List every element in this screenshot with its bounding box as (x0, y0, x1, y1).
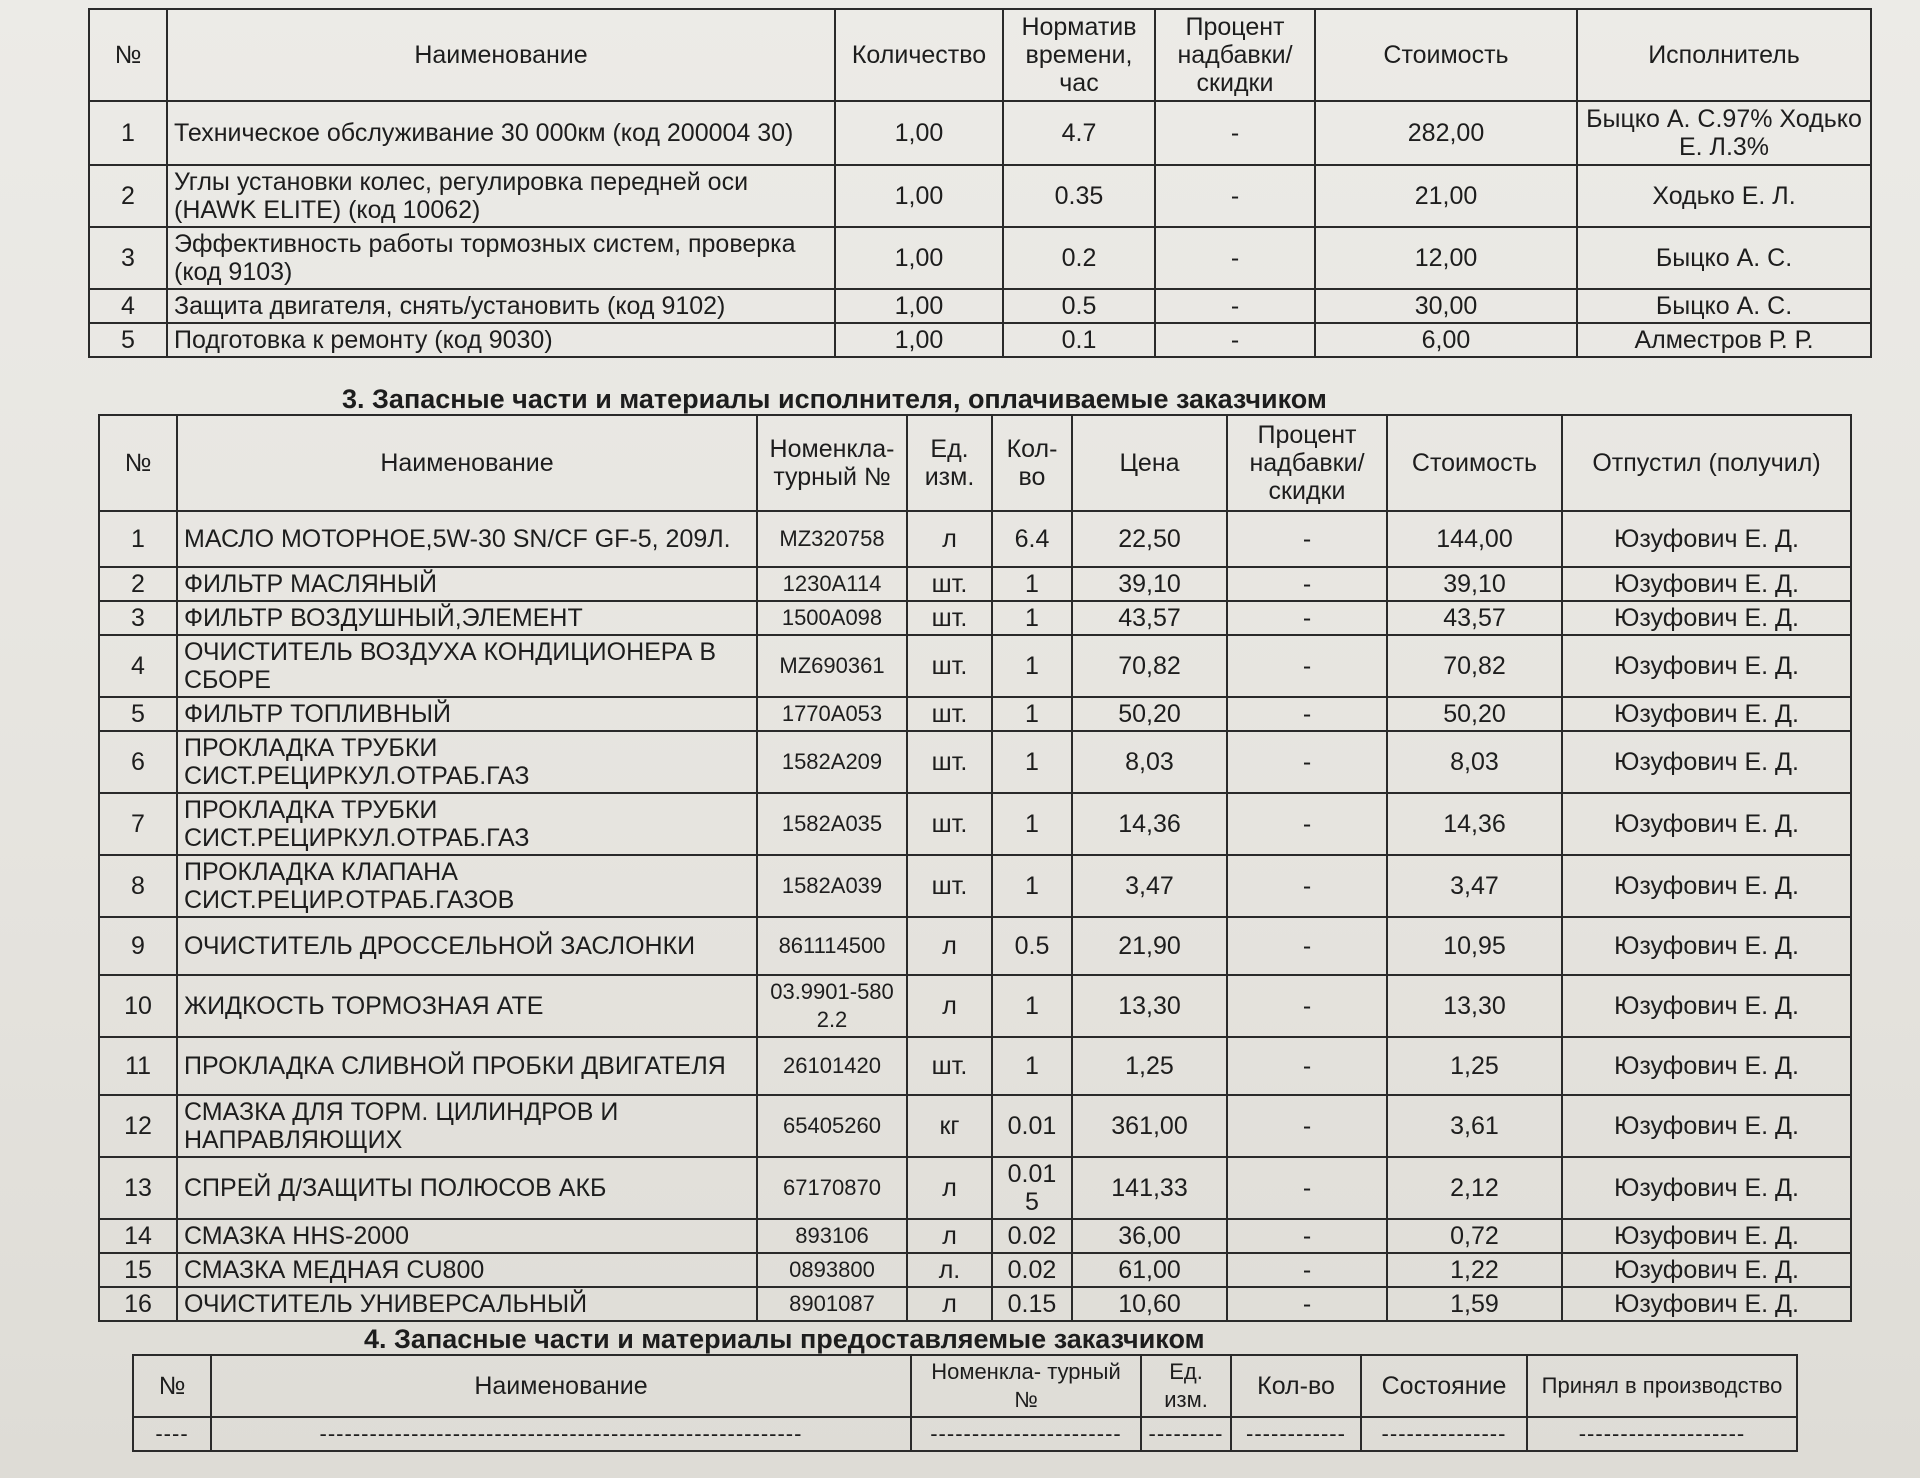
parts-cell-issued: Юзуфович Е. Д. (1562, 1037, 1851, 1095)
parts-cell-qty: 1 (992, 975, 1072, 1037)
parts-row (99, 511, 1851, 567)
works-cell-name: Подготовка к ремонту (код 9030) (167, 323, 835, 357)
parts-cell-cost: 8,03 (1387, 731, 1562, 793)
works-cell-executor: Быцко А. С. (1577, 289, 1871, 323)
parts-cell-percent: - (1227, 975, 1387, 1037)
works-cell-executor: Ходько Е. Л. (1577, 165, 1871, 227)
parts-cell-price: 36,00 (1072, 1219, 1227, 1253)
works-header-name: Наименование (167, 9, 835, 101)
parts-cell-code: 26101420 (757, 1037, 907, 1095)
parts-cell-unit: л (907, 511, 992, 567)
parts-cell-price: 361,00 (1072, 1095, 1227, 1157)
works-cell-norm: 4.7 (1003, 101, 1155, 165)
parts-header-issued: Отпустил (получил) (1562, 415, 1851, 511)
parts-cell-no: 1 (99, 511, 177, 567)
parts-cell-qty: 1 (992, 635, 1072, 697)
works-cell-norm: 0.5 (1003, 289, 1155, 323)
cp-cell-qty: ------------ (1231, 1417, 1361, 1451)
parts-cell-name: СПРЕЙ Д/ЗАЩИТЫ ПОЛЮСОВ АКБ (177, 1157, 757, 1219)
parts-cell-unit: л (907, 1287, 992, 1321)
works-cell-percent: - (1155, 165, 1315, 227)
parts-cell-issued: Юзуфович Е. Д. (1562, 1095, 1851, 1157)
parts-cell-cost: 1,22 (1387, 1253, 1562, 1287)
works-row (89, 323, 1871, 357)
parts-cell-no: 12 (99, 1095, 177, 1157)
works-header-row (89, 9, 1871, 101)
parts-cell-qty: 1 (992, 1037, 1072, 1095)
works-header-norm: Норматив времени, час (1003, 9, 1155, 101)
parts-cell-name: ОЧИСТИТЕЛЬ ВОЗДУХА КОНДИЦИОНЕРА В СБОРЕ (177, 635, 757, 697)
customer-parts-header-row (133, 1355, 1797, 1417)
cp-cell-unit: --------- (1141, 1417, 1231, 1451)
parts-row (99, 1287, 1851, 1321)
parts-cell-percent: - (1227, 1095, 1387, 1157)
works-row (89, 289, 1871, 323)
parts-cell-price: 141,33 (1072, 1157, 1227, 1219)
works-cell-cost: 6,00 (1315, 323, 1577, 357)
parts-cell-no: 3 (99, 601, 177, 635)
parts-cell-price: 39,10 (1072, 567, 1227, 601)
parts-cell-percent: - (1227, 511, 1387, 567)
parts-cell-cost: 70,82 (1387, 635, 1562, 697)
works-cell-cost: 282,00 (1315, 101, 1577, 165)
parts-cell-unit: л (907, 1219, 992, 1253)
parts-row (99, 567, 1851, 601)
parts-cell-no: 4 (99, 635, 177, 697)
parts-cell-issued: Юзуфович Е. Д. (1562, 975, 1851, 1037)
parts-cell-cost: 10,95 (1387, 917, 1562, 975)
parts-cell-unit: шт. (907, 601, 992, 635)
parts-cell-issued: Юзуфович Е. Д. (1562, 511, 1851, 567)
parts-cell-no: 15 (99, 1253, 177, 1287)
works-cell-name: Углы установки колес, регулировка передней оси (HAWK ELITE) (код 10062) (167, 165, 835, 227)
parts-cell-code: 1582A039 (757, 855, 907, 917)
parts-row (99, 1037, 1851, 1095)
works-cell-norm: 0.35 (1003, 165, 1155, 227)
parts-cell-qty: 0.02 (992, 1253, 1072, 1287)
parts-cell-unit: шт. (907, 1037, 992, 1095)
parts-row (99, 697, 1851, 731)
parts-cell-code: 861114500 (757, 917, 907, 975)
works-header-qty: Количество (835, 9, 1003, 101)
parts-cell-code: 67170870 (757, 1157, 907, 1219)
parts-header-row (99, 415, 1851, 511)
parts-cell-price: 3,47 (1072, 855, 1227, 917)
parts-cell-code: 1230A114 (757, 567, 907, 601)
works-cell-cost: 12,00 (1315, 227, 1577, 289)
parts-section-title: 3. Запасные части и материалы исполнителя, оплачиваемые заказчиком (342, 384, 1327, 414)
works-cell-name: Защита двигателя, снять/установить (код 9102) (167, 289, 835, 323)
parts-row (99, 1219, 1851, 1253)
parts-cell-no: 16 (99, 1287, 177, 1321)
parts-cell-no: 10 (99, 975, 177, 1037)
parts-cell-percent: - (1227, 635, 1387, 697)
customer-parts-row (133, 1417, 1797, 1451)
parts-cell-code: MZ320758 (757, 511, 907, 567)
cp-header-name: Наименование (211, 1355, 911, 1417)
parts-header-no: № (99, 415, 177, 511)
parts-cell-no: 7 (99, 793, 177, 855)
parts-cell-cost: 14,36 (1387, 793, 1562, 855)
parts-cell-no: 2 (99, 567, 177, 601)
parts-cell-name: ПРОКЛАДКА СЛИВНОЙ ПРОБКИ ДВИГАТЕЛЯ (177, 1037, 757, 1095)
works-cell-qty: 1,00 (835, 165, 1003, 227)
parts-cell-percent: - (1227, 731, 1387, 793)
parts-cell-percent: - (1227, 855, 1387, 917)
parts-cell-name: ЖИДКОСТЬ ТОРМОЗНАЯ ATE (177, 975, 757, 1037)
customer-parts-section-title: 4. Запасные части и материалы предоставляемые заказчиком (364, 1324, 1205, 1354)
parts-cell-unit: шт. (907, 855, 992, 917)
parts-cell-qty: 0.15 (992, 1287, 1072, 1321)
works-cell-percent: - (1155, 101, 1315, 165)
works-cell-norm: 0.2 (1003, 227, 1155, 289)
works-cell-percent: - (1155, 227, 1315, 289)
parts-row (99, 855, 1851, 917)
works-cell-executor: Быцко А. С. (1577, 227, 1871, 289)
parts-row (99, 601, 1851, 635)
parts-cell-qty: 1 (992, 567, 1072, 601)
parts-cell-name: ПРОКЛАДКА ТРУБКИ СИСТ.РЕЦИРКУЛ.ОТРАБ.ГАЗ (177, 793, 757, 855)
cp-header-no: № (133, 1355, 211, 1417)
works-row (89, 165, 1871, 227)
works-cell-no: 2 (89, 165, 167, 227)
parts-row (99, 1253, 1851, 1287)
parts-table (98, 414, 1852, 1322)
cp-cell-state: --------------- (1361, 1417, 1527, 1451)
parts-cell-issued: Юзуфович Е. Д. (1562, 601, 1851, 635)
works-cell-no: 3 (89, 227, 167, 289)
works-cell-name: Техническое обслуживание 30 000км (код 200004 30) (167, 101, 835, 165)
parts-cell-issued: Юзуфович Е. Д. (1562, 1157, 1851, 1219)
parts-cell-percent: - (1227, 1253, 1387, 1287)
works-cell-qty: 1,00 (835, 227, 1003, 289)
parts-cell-name: СМАЗКА ДЛЯ ТОРМ. ЦИЛИНДРОВ И НАПРАВЛЯЮЩИХ (177, 1095, 757, 1157)
parts-cell-no: 9 (99, 917, 177, 975)
parts-cell-issued: Юзуфович Е. Д. (1562, 1219, 1851, 1253)
parts-cell-percent: - (1227, 1037, 1387, 1095)
parts-cell-unit: шт. (907, 697, 992, 731)
works-cell-qty: 1,00 (835, 289, 1003, 323)
cp-cell-name: ---------------------------------------------------------- (211, 1417, 911, 1451)
parts-row (99, 731, 1851, 793)
cp-header-unit: Ед. изм. (1141, 1355, 1231, 1417)
cp-cell-accepted: -------------------- (1527, 1417, 1797, 1451)
parts-cell-name: СМАЗКА HHS-2000 (177, 1219, 757, 1253)
cp-header-state: Состояние (1361, 1355, 1527, 1417)
parts-cell-percent: - (1227, 697, 1387, 731)
parts-cell-price: 10,60 (1072, 1287, 1227, 1321)
parts-header-code: Номенкла- турный № (757, 415, 907, 511)
works-row (89, 101, 1871, 165)
parts-cell-cost: 50,20 (1387, 697, 1562, 731)
parts-cell-cost: 39,10 (1387, 567, 1562, 601)
parts-cell-code: 1500A098 (757, 601, 907, 635)
works-row (89, 227, 1871, 289)
works-cell-no: 1 (89, 101, 167, 165)
parts-cell-cost: 1,59 (1387, 1287, 1562, 1321)
parts-cell-no: 8 (99, 855, 177, 917)
parts-cell-code: 0893800 (757, 1253, 907, 1287)
parts-cell-code: 1770A053 (757, 697, 907, 731)
parts-cell-issued: Юзуфович Е. Д. (1562, 793, 1851, 855)
parts-cell-qty: 0.5 (992, 917, 1072, 975)
parts-cell-name: ПРОКЛАДКА КЛАПАНА СИСТ.РЕЦИР.ОТРАБ.ГАЗОВ (177, 855, 757, 917)
parts-cell-unit: кг (907, 1095, 992, 1157)
parts-cell-name: ФИЛЬТР МАСЛЯНЫЙ (177, 567, 757, 601)
parts-cell-price: 13,30 (1072, 975, 1227, 1037)
parts-cell-price: 22,50 (1072, 511, 1227, 567)
parts-cell-code: 03.9901-580 2.2 (757, 975, 907, 1037)
parts-cell-issued: Юзуфович Е. Д. (1562, 731, 1851, 793)
parts-cell-issued: Юзуфович Е. Д. (1562, 635, 1851, 697)
parts-cell-name: ОЧИСТИТЕЛЬ УНИВЕРСАЛЬНЫЙ (177, 1287, 757, 1321)
parts-cell-unit: шт. (907, 731, 992, 793)
parts-cell-unit: л (907, 975, 992, 1037)
parts-cell-unit: л. (907, 1253, 992, 1287)
cp-header-accepted: Принял в производство (1527, 1355, 1797, 1417)
parts-row (99, 635, 1851, 697)
parts-cell-no: 6 (99, 731, 177, 793)
parts-row (99, 793, 1851, 855)
works-header-percent: Процент надбавки/ скидки (1155, 9, 1315, 101)
parts-cell-qty: 0.01 5 (992, 1157, 1072, 1219)
customer-parts-table (132, 1354, 1798, 1452)
parts-cell-qty: 1 (992, 855, 1072, 917)
parts-row (99, 975, 1851, 1037)
parts-header-name: Наименование (177, 415, 757, 511)
parts-cell-percent: - (1227, 601, 1387, 635)
parts-cell-percent: - (1227, 1219, 1387, 1253)
parts-cell-price: 61,00 (1072, 1253, 1227, 1287)
parts-cell-code: MZ690361 (757, 635, 907, 697)
cp-header-code: Номенкла- турный № (911, 1355, 1141, 1417)
parts-cell-no: 5 (99, 697, 177, 731)
parts-cell-cost: 2,12 (1387, 1157, 1562, 1219)
works-cell-name: Эффективность работы тормозных систем, проверка (код 9103) (167, 227, 835, 289)
parts-cell-no: 14 (99, 1219, 177, 1253)
parts-cell-issued: Юзуфович Е. Д. (1562, 917, 1851, 975)
cp-cell-no: ---- (133, 1417, 211, 1451)
parts-cell-unit: шт. (907, 567, 992, 601)
parts-cell-price: 43,57 (1072, 601, 1227, 635)
parts-cell-code: 65405260 (757, 1095, 907, 1157)
parts-header-cost: Стоимость (1387, 415, 1562, 511)
parts-cell-price: 21,90 (1072, 917, 1227, 975)
parts-cell-issued: Юзуфович Е. Д. (1562, 855, 1851, 917)
works-header-cost: Стоимость (1315, 9, 1577, 101)
parts-header-unit: Ед. изм. (907, 415, 992, 511)
cp-header-qty: Кол-во (1231, 1355, 1361, 1417)
parts-cell-issued: Юзуфович Е. Д. (1562, 567, 1851, 601)
parts-cell-unit: л (907, 1157, 992, 1219)
works-header-executor: Исполнитель (1577, 9, 1871, 101)
works-cell-cost: 21,00 (1315, 165, 1577, 227)
parts-cell-qty: 6.4 (992, 511, 1072, 567)
parts-cell-percent: - (1227, 1157, 1387, 1219)
parts-cell-no: 11 (99, 1037, 177, 1095)
works-table (88, 8, 1872, 358)
works-cell-no: 5 (89, 323, 167, 357)
works-cell-qty: 1,00 (835, 101, 1003, 165)
works-cell-qty: 1,00 (835, 323, 1003, 357)
parts-cell-percent: - (1227, 793, 1387, 855)
cp-cell-code: ----------------------- (911, 1417, 1141, 1451)
parts-cell-name: ОЧИСТИТЕЛЬ ДРОССЕЛЬНОЙ ЗАСЛОНКИ (177, 917, 757, 975)
parts-cell-qty: 0.02 (992, 1219, 1072, 1253)
parts-row (99, 917, 1851, 975)
parts-cell-issued: Юзуфович Е. Д. (1562, 1287, 1851, 1321)
parts-cell-issued: Юзуфович Е. Д. (1562, 697, 1851, 731)
works-header-no: № (89, 9, 167, 101)
parts-cell-name: ФИЛЬТР ВОЗДУШНЫЙ,ЭЛЕМЕНТ (177, 601, 757, 635)
works-cell-executor: Быцко А. С.97% Ходько Е. Л.3% (1577, 101, 1871, 165)
works-cell-executor: Алместров Р. Р. (1577, 323, 1871, 357)
parts-cell-qty: 1 (992, 601, 1072, 635)
parts-cell-cost: 0,72 (1387, 1219, 1562, 1253)
parts-cell-price: 1,25 (1072, 1037, 1227, 1095)
parts-cell-cost: 3,47 (1387, 855, 1562, 917)
parts-cell-cost: 43,57 (1387, 601, 1562, 635)
works-cell-cost: 30,00 (1315, 289, 1577, 323)
works-cell-norm: 0.1 (1003, 323, 1155, 357)
parts-cell-code: 893106 (757, 1219, 907, 1253)
parts-cell-cost: 13,30 (1387, 975, 1562, 1037)
parts-cell-percent: - (1227, 917, 1387, 975)
parts-row (99, 1157, 1851, 1219)
parts-cell-unit: шт. (907, 635, 992, 697)
parts-cell-price: 50,20 (1072, 697, 1227, 731)
parts-cell-issued: Юзуфович Е. Д. (1562, 1253, 1851, 1287)
parts-cell-price: 8,03 (1072, 731, 1227, 793)
parts-cell-price: 14,36 (1072, 793, 1227, 855)
works-cell-no: 4 (89, 289, 167, 323)
parts-cell-name: МАСЛО МОТОРНОЕ,5W-30 SN/CF GF-5, 209Л. (177, 511, 757, 567)
parts-cell-unit: шт. (907, 793, 992, 855)
parts-header-percent: Процент надбавки/ скидки (1227, 415, 1387, 511)
parts-cell-code: 1582A035 (757, 793, 907, 855)
parts-cell-name: СМАЗКА МЕДНАЯ CU800 (177, 1253, 757, 1287)
works-cell-percent: - (1155, 289, 1315, 323)
parts-cell-qty: 1 (992, 697, 1072, 731)
parts-header-price: Цена (1072, 415, 1227, 511)
parts-cell-qty: 0.01 (992, 1095, 1072, 1157)
parts-cell-cost: 144,00 (1387, 511, 1562, 567)
parts-cell-no: 13 (99, 1157, 177, 1219)
parts-cell-cost: 3,61 (1387, 1095, 1562, 1157)
parts-cell-percent: - (1227, 567, 1387, 601)
parts-cell-name: ПРОКЛАДКА ТРУБКИ СИСТ.РЕЦИРКУЛ.ОТРАБ.ГАЗ (177, 731, 757, 793)
parts-cell-code: 8901087 (757, 1287, 907, 1321)
parts-cell-qty: 1 (992, 793, 1072, 855)
parts-cell-unit: л (907, 917, 992, 975)
parts-cell-qty: 1 (992, 731, 1072, 793)
parts-cell-price: 70,82 (1072, 635, 1227, 697)
parts-cell-name: ФИЛЬТР ТОПЛИВНЫЙ (177, 697, 757, 731)
parts-row (99, 1095, 1851, 1157)
works-cell-percent: - (1155, 323, 1315, 357)
parts-cell-percent: - (1227, 1287, 1387, 1321)
parts-cell-code: 1582A209 (757, 731, 907, 793)
parts-cell-cost: 1,25 (1387, 1037, 1562, 1095)
parts-header-qty: Кол- во (992, 415, 1072, 511)
